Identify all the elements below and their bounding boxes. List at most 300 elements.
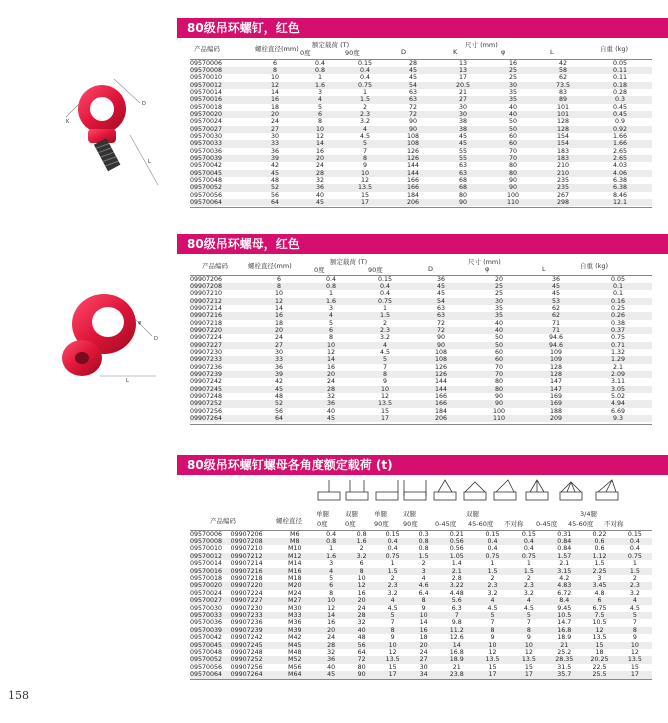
table-cell: 18 — [419, 634, 428, 642]
table-cell: 16 — [254, 312, 304, 319]
table-cell: 10 — [270, 74, 279, 82]
table-row — [190, 605, 652, 612]
table-cell: 70 — [494, 363, 503, 371]
table-cell: 8 — [342, 155, 388, 162]
table-cell: 32 — [357, 619, 366, 627]
table-cell: 7 — [490, 619, 495, 627]
table-cell: 4.83 — [547, 582, 581, 589]
eye-nut-image — [52, 284, 172, 394]
table-cell: 0.4 — [359, 74, 370, 82]
table-cell: 0.8 — [298, 67, 342, 74]
table-cell: 0.21 — [449, 530, 464, 538]
table-cell: 09907236 — [230, 619, 263, 627]
table-cell: 5 — [377, 612, 408, 619]
col-three-quarter: 3/4腿 — [580, 510, 597, 518]
table-cell: 0.56 — [439, 538, 474, 545]
table-cell: 128 — [556, 118, 570, 126]
table-cell: 6.75 — [592, 604, 607, 612]
table-cell: 72 — [412, 327, 470, 334]
table-row — [190, 290, 652, 297]
col-deg0: 0度 — [300, 49, 311, 57]
table-cell: 0.1 — [584, 283, 652, 290]
table-cell: 90 — [412, 342, 470, 349]
table-cell: 0.15 — [385, 530, 400, 538]
table-cell: 58 — [538, 67, 588, 74]
table-cell: 4 — [511, 597, 547, 604]
table-cell: 0.1 — [612, 290, 623, 298]
table-cell: 32 — [315, 177, 324, 184]
table-cell: 3.22 — [439, 582, 474, 589]
table-cell: 09907242 — [190, 378, 223, 386]
table-cell: 4.06 — [588, 170, 652, 177]
table-cell: 17 — [511, 671, 547, 678]
table-cell: 2 — [421, 560, 426, 568]
table-cell: 12 — [380, 393, 389, 400]
table-cell: 9 — [382, 378, 387, 386]
table-cell: 12 — [315, 132, 324, 140]
table-cell: 45 — [298, 199, 342, 206]
table-cell: 36 — [298, 184, 342, 191]
table-cell: 267 — [556, 191, 570, 199]
table-cell: 3.2 — [379, 334, 390, 342]
table-cell: 18 — [595, 649, 604, 656]
table-cell: 4.5 — [629, 604, 640, 612]
table-cell: 35.7 — [547, 671, 581, 678]
table-cell: 2.1 — [559, 560, 570, 568]
table-cell: 0.75 — [511, 553, 547, 560]
single-leg-0deg-icon — [316, 478, 342, 504]
table-cell: 126 — [388, 155, 438, 162]
table-cell: 2.3 — [342, 111, 388, 118]
table-cell: 1 — [382, 304, 387, 312]
table-cell: 0.8 — [356, 530, 367, 538]
table-cell: 27 — [408, 656, 439, 663]
table-row — [190, 538, 652, 545]
col-deg0a: 0度 — [317, 520, 328, 528]
table-row — [190, 560, 652, 567]
table-cell: 4.8 — [594, 589, 605, 597]
table-cell: 4.94 — [584, 400, 652, 407]
table-cell: 2.65 — [612, 147, 628, 155]
table-cell: 209 — [528, 415, 584, 422]
table-cell: 3.2 — [487, 589, 498, 597]
table-cell: 09570027 — [190, 126, 252, 133]
table-cell: 25 — [488, 67, 538, 74]
table-cell: M45 — [273, 642, 316, 649]
table-cell: 0.3 — [588, 96, 652, 103]
table-cell: 3.05 — [584, 386, 652, 393]
table-cell: 24 — [327, 634, 336, 642]
table-cell: 5 — [511, 612, 547, 619]
table-cell: 12 — [488, 649, 497, 656]
table-cell: 40 — [488, 111, 538, 118]
table-cell: 50 — [470, 342, 528, 349]
table-cell: 10 — [274, 290, 283, 298]
table-cell: 1.6 — [346, 538, 377, 545]
table-cell: 210 — [538, 170, 588, 177]
table-cell: 09907224 — [230, 589, 263, 597]
table-cell: 09570045 — [190, 170, 252, 177]
col-L: L — [542, 265, 546, 273]
table-cell: 2.3 — [511, 582, 547, 589]
table-cell: 21 — [547, 642, 581, 649]
table-cell: 18.9 — [439, 656, 474, 663]
table-cell: 1.6 — [298, 82, 342, 89]
table-cell: 90 — [438, 199, 488, 206]
table-row — [190, 199, 652, 206]
eye-nut-table — [190, 276, 652, 423]
table-cell: 0.75 — [377, 553, 408, 560]
dim-K-label: K — [66, 119, 70, 125]
multi-leg-0-45-icon — [524, 478, 550, 504]
table-row — [190, 67, 652, 74]
table-cell: 1.12 — [581, 553, 617, 560]
table-cell: 72 — [408, 103, 417, 111]
col-double3: 双腿 — [466, 510, 479, 518]
table-cell: 128 — [528, 371, 584, 378]
table-cell: 14 — [419, 619, 428, 627]
table-cell: 0.4 — [474, 538, 510, 545]
table-cell: 33 — [254, 356, 304, 363]
table-cell: 5 — [358, 356, 412, 363]
table-cell: 14 — [439, 642, 474, 649]
table-cell: 0.4 — [511, 538, 547, 545]
table-cell: 42 — [274, 378, 283, 386]
table-cell: 1 — [526, 560, 531, 568]
table-cell: 09907245 — [231, 642, 274, 649]
table-cell: 3.2 — [387, 589, 398, 597]
table-row — [190, 531, 652, 538]
table-row — [190, 590, 652, 597]
table-cell: 09907206 — [230, 530, 263, 538]
table-cell: 169 — [549, 393, 563, 400]
table-cell: 6 — [316, 582, 346, 589]
table-cell: 16 — [252, 96, 298, 103]
table-cell: 56 — [346, 642, 377, 649]
table-cell: 3 — [597, 574, 602, 582]
table-cell: 2.1 — [439, 568, 474, 575]
table-cell: M33 — [273, 612, 316, 619]
table-cell: 09907227 — [190, 342, 254, 349]
table-cell: 16 — [408, 627, 439, 634]
table-cell: 2.65 — [588, 155, 652, 162]
table-cell: 5.6 — [439, 597, 474, 604]
table-cell: 0.8 — [408, 538, 439, 545]
table-cell: 13.5 — [474, 656, 510, 663]
table-cell: 40 — [508, 103, 517, 111]
table-cell: 4.5 — [359, 132, 370, 140]
table-cell: 36 — [551, 275, 560, 283]
table-cell: 1.57 — [547, 553, 581, 560]
table-cell: 09907230 — [190, 348, 223, 356]
table-cell: M64 — [273, 671, 316, 678]
table-cell: 71 — [551, 319, 560, 327]
table-cell: 126 — [434, 363, 448, 371]
table-cell: 31.5 — [557, 663, 572, 671]
table-cell: 0.75 — [342, 82, 388, 89]
table-cell: 8 — [511, 627, 547, 634]
table-cell: 09570020 — [190, 111, 252, 118]
table-cell: 15 — [581, 642, 617, 649]
table-cell: 12 — [326, 348, 335, 356]
table-cell: 184 — [406, 191, 420, 199]
table-row — [190, 386, 652, 393]
table-row — [190, 415, 652, 422]
table-cell: 90 — [488, 184, 538, 191]
table-cell: 154 — [538, 140, 588, 147]
table-cell: 6 — [272, 59, 277, 67]
col-unequal: 不对称 — [504, 520, 524, 528]
table-cell: 10 — [357, 574, 366, 582]
table-cell: 0.6 — [581, 538, 617, 545]
col-code: 产品编码 — [210, 517, 236, 525]
table-cell: 0.15 — [485, 530, 500, 538]
table-cell: 1 — [362, 88, 367, 96]
table-cell: 4 — [342, 126, 388, 133]
table-cell: 80 — [458, 191, 467, 199]
table-cell: 109 — [528, 356, 584, 363]
table-cell: 110 — [488, 199, 538, 206]
table-cell: 14 — [316, 612, 346, 619]
table-cell: 20 — [298, 155, 342, 162]
table-cell: 40 — [327, 663, 336, 671]
table-cell: 3.15 — [547, 568, 581, 575]
table-cell: 22.5 — [592, 663, 607, 671]
table-cell: 1.5 — [594, 560, 605, 568]
col-deg0b: 0度 — [345, 520, 356, 528]
table-cell: M27 — [273, 597, 316, 604]
table-cell: 126 — [412, 371, 470, 378]
table-cell: M24 — [288, 589, 302, 597]
table-cell: 169 — [528, 400, 584, 407]
table-cell: 9 — [421, 604, 426, 612]
table-cell: 0.4 — [358, 283, 412, 290]
table-cell: 7.5 — [581, 612, 617, 619]
table-cell: 126 — [406, 147, 420, 155]
table-row — [190, 545, 652, 552]
table-row — [190, 327, 652, 334]
table-cell: 0.84 — [557, 545, 572, 553]
table-cell: 09907224 — [190, 334, 223, 342]
table-row — [190, 619, 652, 626]
table-cell: 09907256 — [190, 407, 223, 415]
table-cell: 09570006 — [190, 59, 223, 67]
table-cell: 09907218 — [230, 574, 263, 582]
table-cell: 16 — [326, 363, 335, 371]
table-cell: 206 — [412, 415, 470, 422]
table-row — [190, 74, 652, 81]
table-cell: 30 — [438, 111, 488, 118]
table-cell: 108 — [388, 140, 438, 147]
table-cell: 30 — [419, 663, 428, 671]
table-cell: 5 — [329, 574, 334, 582]
table-cell: 18 — [274, 319, 283, 327]
table-cell: 144 — [388, 170, 438, 177]
table-cell: 210 — [556, 162, 570, 170]
table-cell: 89 — [538, 96, 588, 103]
table-cell: 15 — [388, 663, 397, 671]
table-cell: 13.5 — [511, 656, 547, 663]
table-cell: 45 — [252, 170, 298, 177]
table-cell: 6 — [359, 560, 364, 568]
table-cell: 09570045 — [190, 642, 231, 649]
table-cell: 73.5 — [538, 82, 588, 89]
table-cell: 09907264 — [190, 415, 254, 422]
col-double1: 双腿 — [345, 510, 358, 518]
table-cell: 0.4 — [618, 538, 652, 545]
table-cell: 80 — [508, 162, 517, 170]
table-cell: 6 — [276, 275, 281, 283]
table-cell: 09907256 — [230, 663, 263, 671]
col-double2: 双腿 — [403, 510, 416, 518]
table-cell: 4 — [358, 342, 412, 349]
section1-title: 80级吊环螺钉，红色 — [177, 18, 668, 38]
table-cell: 09907208 — [231, 538, 274, 545]
table-cell: 1.5 — [377, 568, 408, 575]
table-cell: 09570039 — [190, 627, 231, 634]
table-cell: 12 — [346, 582, 377, 589]
table-cell: 45 — [316, 671, 346, 678]
table-row — [190, 656, 652, 663]
table-cell: 45 — [438, 140, 488, 147]
table-cell: 71 — [528, 327, 584, 334]
table-cell: 09907220 — [231, 582, 274, 589]
table-row — [190, 634, 652, 641]
table-cell: 09570056 — [190, 191, 223, 199]
table-cell: 5.02 — [610, 393, 626, 400]
table-row — [190, 664, 652, 671]
table-cell: 1.5 — [408, 553, 439, 560]
table-row — [190, 627, 652, 634]
table-row — [190, 312, 652, 319]
table-row — [190, 162, 652, 169]
table-cell: 38 — [438, 126, 488, 133]
table-cell: 13.5 — [377, 656, 408, 663]
table-cell: 5 — [618, 612, 652, 619]
table-cell: 09570064 — [190, 671, 231, 678]
table-cell: 25 — [470, 283, 528, 290]
table-cell: 0.9 — [614, 118, 625, 126]
table-cell: 10 — [358, 386, 412, 393]
table-cell: 09907245 — [190, 386, 254, 393]
table-cell: 7 — [390, 619, 395, 627]
table-cell: 09570018 — [190, 574, 223, 582]
table-cell: M10 — [288, 545, 302, 553]
col-weight: 自重 (kg) — [600, 45, 629, 53]
table-cell: 10 — [316, 597, 346, 604]
table-cell: 72 — [436, 319, 445, 327]
table-cell: 36 — [436, 275, 445, 283]
table-cell: 60 — [488, 140, 538, 147]
table-cell: 1.66 — [612, 132, 628, 140]
table-cell: 144 — [412, 386, 470, 393]
table-cell: 147 — [528, 386, 584, 393]
table-cell: 70 — [470, 371, 528, 378]
table-cell: 7 — [526, 619, 531, 627]
table-row — [190, 342, 652, 349]
table-cell: 3.2 — [629, 589, 640, 597]
col-thread: 螺栓直径(mm) — [255, 45, 299, 53]
table-cell: 0.4 — [487, 545, 498, 553]
col-code: 产品编码 — [202, 262, 228, 270]
table-cell: 20.25 — [581, 656, 617, 663]
table-row — [190, 96, 652, 103]
table-cell: 52 — [252, 184, 298, 191]
col-r4560b: 45-60度 — [568, 520, 594, 528]
table-cell: 166 — [406, 177, 420, 184]
table-row — [190, 155, 652, 162]
table-cell: 09907252 — [231, 656, 274, 663]
table-cell: 10 — [408, 612, 439, 619]
table-cell: 2 — [632, 574, 637, 582]
table-cell: 0.18 — [588, 82, 652, 89]
table-cell: 14.7 — [557, 619, 572, 627]
table-cell: 09570006 — [190, 530, 223, 538]
table-cell: 90 — [388, 126, 438, 133]
table-cell: 6.38 — [588, 184, 652, 191]
table-cell: 9 — [362, 162, 367, 170]
table-cell: 12.1 — [588, 199, 652, 206]
table-cell: 80 — [470, 386, 528, 393]
col-deg90: 90度 — [368, 266, 383, 274]
table-row — [190, 408, 652, 415]
table-cell: 5 — [328, 319, 333, 327]
table-cell: 45 — [412, 283, 470, 290]
table-cell: 17 — [358, 415, 412, 422]
table-cell: 09907206 — [190, 275, 223, 283]
table-cell: 09907216 — [231, 568, 274, 575]
table-cell: 11.2 — [439, 627, 474, 634]
table-cell: 0.4 — [325, 275, 336, 283]
table-cell: 100 — [506, 191, 520, 199]
table-row — [190, 671, 652, 678]
table-cell: 14 — [304, 356, 358, 363]
col-single2: 单腿 — [374, 510, 387, 518]
table-cell: 0.4 — [342, 67, 388, 74]
table-cell: 5 — [474, 612, 510, 619]
table-cell: 9 — [632, 634, 637, 642]
table-cell: 9 — [526, 634, 531, 642]
table-cell: 28 — [408, 59, 417, 67]
table-cell: 28 — [298, 170, 342, 177]
table-cell: 68 — [438, 184, 488, 191]
divider — [190, 424, 652, 425]
table-cell: 2 — [382, 319, 387, 327]
col-deg0: 0度 — [314, 266, 325, 274]
single-leg-90deg-icon — [374, 478, 400, 504]
table-cell: 09907214 — [190, 304, 223, 312]
table-cell: 3.2 — [359, 118, 370, 126]
table-cell: 16 — [357, 589, 366, 597]
table-cell: 09570024 — [190, 118, 223, 126]
table-cell: 60 — [508, 132, 517, 140]
table-cell: 09570024 — [190, 589, 223, 597]
table-row — [190, 568, 652, 575]
table-cell: 1.5 — [342, 96, 388, 103]
table-row — [190, 177, 652, 184]
table-cell: 8 — [474, 627, 510, 634]
table-cell: 35 — [508, 88, 517, 96]
table-cell: 09907227 — [231, 597, 274, 604]
table-row — [190, 298, 652, 305]
table-cell: 17 — [458, 74, 467, 82]
table-cell: 62 — [551, 304, 560, 312]
table-cell: 15 — [380, 407, 389, 415]
table-cell: 5 — [317, 103, 322, 111]
table-cell: 09570048 — [190, 177, 223, 184]
table-cell: 09570012 — [190, 553, 231, 560]
table-cell: M42 — [288, 634, 302, 642]
